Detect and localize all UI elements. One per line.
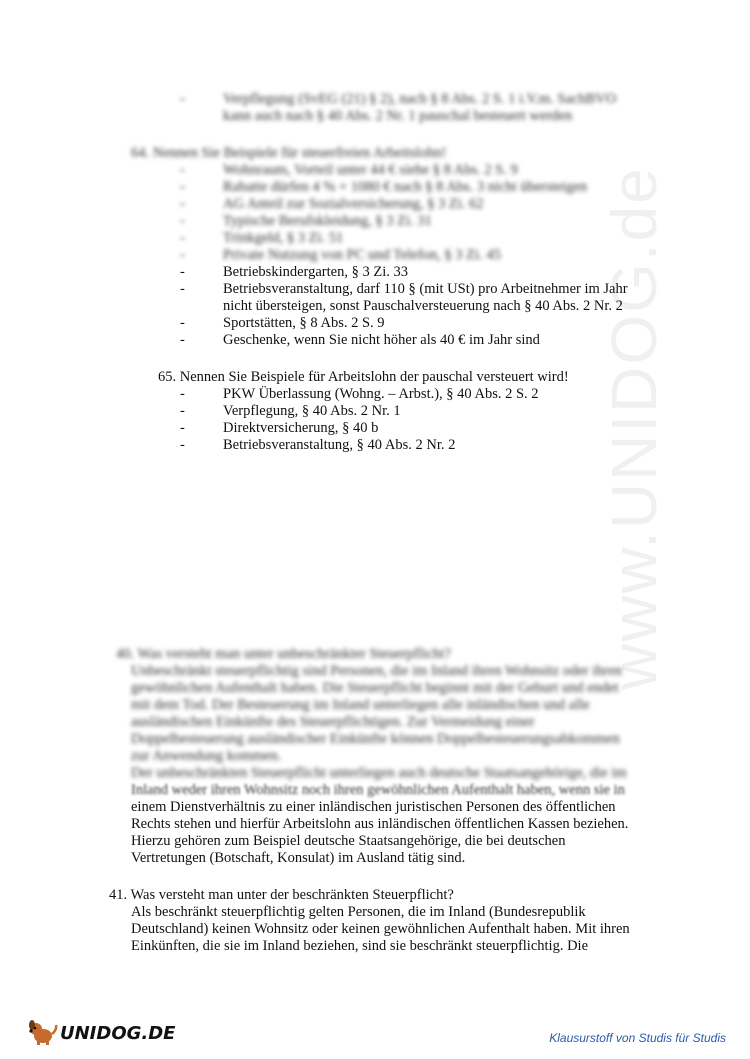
list-item: Typische Berufskleidung, § 3 Zi. 31: [223, 213, 432, 229]
paragraph-line: Inland weder ihren Wohnsitz noch ihren gewöhnlichen Aufenthalt haben, wenn sie in: [131, 782, 625, 798]
list-item: Geschenke, wenn Sie nicht höher als 40 € im Jahr sind: [223, 332, 540, 348]
list-item: Sportstätten, § 8 Abs. 2 S. 9: [223, 315, 385, 331]
paragraph-line: mit dem Tod. Der Besteuerung im Inland unterliegen alle inländischen und alle: [131, 697, 590, 713]
paragraph-line: ausländischen Einkünfte des Steuerpflichtigen. Zur Vermeidung einer: [131, 714, 535, 730]
watermark-text: www.UNIDOG.de: [598, 166, 670, 690]
footer-tagline: Klausurstoff von Studis für Studis: [549, 1031, 726, 1045]
paragraph-line: Hierzu gehören zum Beispiel deutsche Staatsangehörige, die bei deutschen: [131, 833, 566, 849]
paragraph-line: Unbeschränkt steuerpflichtig sind Personen, die im Inland ihren Wohnsitz oder ihren: [131, 663, 623, 679]
list-item: Direktversicherung, § 40 b: [223, 420, 379, 436]
logo-text: UNIDOG.DE: [60, 1022, 176, 1044]
paragraph-line: einem Dienstverhältnis zu einer inländischen juristischen Personen des öffentlichen: [131, 799, 616, 815]
list-item: Betriebsveranstaltung, § 40 Abs. 2 Nr. 2: [223, 437, 456, 453]
unidog-logo: [28, 1020, 175, 1046]
paragraph-line: Als beschränkt steuerpflichtig gelten Personen, die im Inland (Bundesrepublik: [131, 904, 586, 920]
paragraph-line: Rechts stehen und hierfür Arbeitslohn aus inländischen öffentlichen Kassen beziehen.: [131, 816, 629, 832]
paragraph-line: Doppelbesteuerung ausländischer Einkünfte können Doppelbesteuerungsabkommen: [131, 731, 620, 747]
paragraph-line: Deutschland) keinen Wohnsitz oder keinen gewöhnlichen Aufenthalt haben. Mit ihren: [131, 921, 630, 937]
list-item: Trinkgeld, § 3 Zi. 51: [223, 230, 344, 246]
paragraph-line: zur Anwendung kommen.: [131, 748, 282, 764]
list-item: Verpflegung, § 40 Abs. 2 Nr. 1: [223, 403, 401, 419]
paragraph-line: Vertretungen (Botschaft, Konsulat) im Ausland tätig sind.: [131, 850, 466, 866]
list-item: Wohnraum, Vorteil unter 44 € siehe § 8 Abs. 2 S. 9: [223, 162, 518, 178]
list-item-continuation: nicht übersteigen, sonst Pauschalversteuerung nach § 40 Abs. 2 Nr. 2: [223, 298, 623, 314]
paragraph-line: Der unbeschränkten Steuerpflicht unterliegen auch deutsche Staatsangehörige, die im: [131, 765, 627, 781]
list-item: Private Nutzung von PC und Telefon, § 3 Zi. 45: [223, 247, 501, 263]
list-item: Betriebskindergarten, § 3 Zi. 33: [223, 264, 408, 280]
paragraph-line: Einkünften, die sie im Inland beziehen, sind sie beschränkt steuerpflichtig. Die: [131, 938, 589, 954]
question-64-heading: 64. Nennen Sie Beispiele für steuerfreien Arbeitslohn!: [131, 145, 447, 161]
paragraph-line: gewöhnlichen Aufenthalt haben. Die Steuerpflicht beginnt mit der Geburt und endet: [131, 680, 619, 696]
question-65-heading: 65. Nennen Sie Beispiele für Arbeitslohn der pauschal versteuert wird!: [158, 369, 569, 385]
top-item-line1: Verpflegung (SvEG (21) § 2), nach § 8 Abs. 2 S. 1 i.V.m. SachBVO: [223, 91, 617, 107]
top-item-line2: kann auch nach § 40 Abs. 2 Nr. 1 pauschal besteuert werden: [223, 108, 573, 124]
list-item: AG Anteil zur Sozialversicherung, § 3 Zi. 62: [223, 196, 484, 212]
list-item: PKW Überlassung (Wohng. – Arbst.), § 40 Abs. 2 S. 2: [223, 386, 539, 402]
list-item: Rabatte dürfen 4 % + 1080 € nach § 8 Abs. 3 nicht übersteigen: [223, 179, 588, 195]
dog-icon: [28, 1020, 58, 1046]
list-item: Betriebsveranstaltung, darf 110 § (mit USt) pro Arbeitnehmer im Jahr: [223, 281, 628, 297]
question-40-heading: 40. Was versteht man unter unbeschränkter Steuerpflicht?: [116, 646, 451, 662]
question-41-heading: 41. Was versteht man unter der beschränkten Steuerpflicht?: [109, 887, 454, 903]
